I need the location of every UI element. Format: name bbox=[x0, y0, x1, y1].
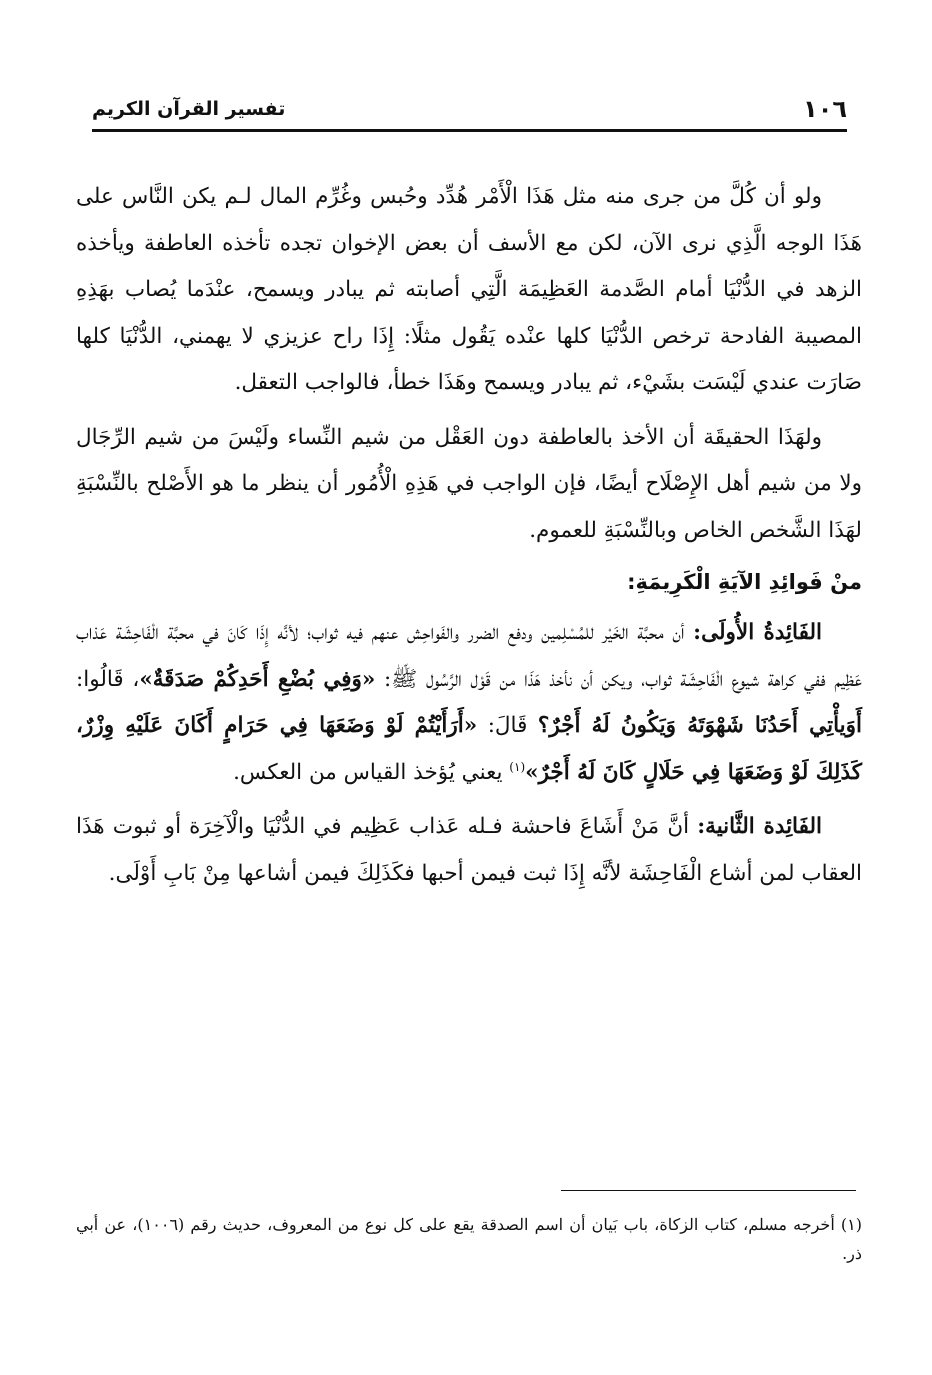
benefit-2-text: أنَّ مَنْ أَشَاعَ فاحشة فـله عَذاب عَظِيم في الدُّنْيَا والْآخِرَة أو ثبوت هَذَا العقاب لمن أشاع الْفَاحِشَة لأنَّه إِذَا ثبت فيمن أحبها فكَذَلِكَ فيمن أشاعها مِنْ بَابِ أَوْلَى. bbox=[76, 814, 862, 886]
benefit-1-text-c: قَالَ: bbox=[487, 713, 528, 738]
benefit-1-text-a: أن محبَّة الخَيْر للمُسْلِمين ودفع الضرر والفَواحِش عنهم فيه ثواب؛ لأنَّه إِذَا كَانَ في محبَّة الْفَاحِشَة عَذاب عَظِيم ففي كراهة شيوع الْفَاحِشَة ثواب، ويكن أن نأخذ هَذَا من قَوْل الرَّسُول ﷺ: bbox=[76, 620, 863, 692]
page-number: ١٠٦ bbox=[803, 95, 847, 123]
benefit-1-text-b: ، قَالُوا: bbox=[76, 666, 140, 692]
hadith-quote-3: «أَرَأَيْتُمْ لَوْ وَضَعَهَا فِي حَرَامٍ أَكَانَ عَلَيْهِ وِزْرٌ، كَذَلِكَ لَوْ وَضَعَهَا فِي حَلَالٍ كَانَ لَهُ أَجْرٌ» bbox=[76, 713, 862, 785]
benefit-1-text-d: يعني يُؤخذ القياس من العكس. bbox=[233, 759, 503, 785]
benefit-1 bbox=[76, 610, 862, 796]
hadith-quote-2: أَوَيأْتِي أَحَدُنَا شَهْوَتَهُ وَيَكُونُ لَهُ أَجْرٌ؟ bbox=[537, 713, 862, 738]
benefit-2 bbox=[76, 804, 862, 897]
running-title: تفسير القرآن الكريم bbox=[92, 98, 286, 120]
footnote-reference[interactable]: (١) bbox=[509, 759, 526, 774]
hadith-quote-1: «وَفِي بُضْعِ أَحَدِكُمْ صَدَقَةٌ» bbox=[139, 666, 376, 692]
paragraph-1: ولو أن كُلَّ من جرى منه مثل هَذَا الْأَمْر هُدِّد وحُبس وغُرِّم المال لـم يكن النَّاس على هَذَا الوجه الَّذِي نرى الآن، لكن مع الأسف أن بعض الإخوان تجده تأخذه العاطفة ويأخذه الزهد في الدُّنْيَا أمام الصَّدمة العَظِيمَة الَّتِي أصابته ثم يبادر ويسمح، عنْدَما يُصاب بهَذِهِ المصيبة الفادحة ترخص الدُّنْيَا كلها عنْده يَقُول مثلًا: إِذَا راح عزيزي لا يهمني، الدُّنْيَا كلها صَارَت عندي لَيْسَت بشَيْء، ثم يبادر ويسمح وهَذَا خطأ، فالواجب التعقل. bbox=[76, 184, 862, 395]
benefit-2-label: الفَائِدة الثَّانية: bbox=[697, 814, 823, 839]
page-header bbox=[92, 92, 847, 132]
footnote-1: (١) أخرجه مسلم، كتاب الزكاة، باب بَيان أن اسم الصدقة يقع على كل نوع من المعروف، حديث رقم (١٠٠٦)، عن أبي ذر. bbox=[76, 1215, 862, 1263]
header-rule bbox=[92, 129, 847, 132]
section-heading: منْ فَوائِدِ الآيَةِ الْكَرِيمَةِ: bbox=[627, 570, 862, 594]
benefit-1-label: الفَائِدةُ الأُولَى: bbox=[693, 620, 822, 645]
paragraph-2: ولهَذَا الحقيقَة أن الأخذ بالعاطفة دون العَقْل من شيم النِّساء ولَيْسَ من شيم الرِّجَال ولا من شيم أهل الإِصْلَاح أيضًا، فإن الواجب في هَذِهِ الْأُمُور أن ينظر ما هو الأَصْلح بالنِّسْبَةِ لهَذَا الشَّخص الخاص وبالنِّسْبَةِ للعموم. bbox=[76, 424, 862, 543]
footnote-separator bbox=[561, 1190, 856, 1191]
main-text bbox=[76, 174, 862, 897]
footnotes bbox=[76, 1210, 862, 1268]
